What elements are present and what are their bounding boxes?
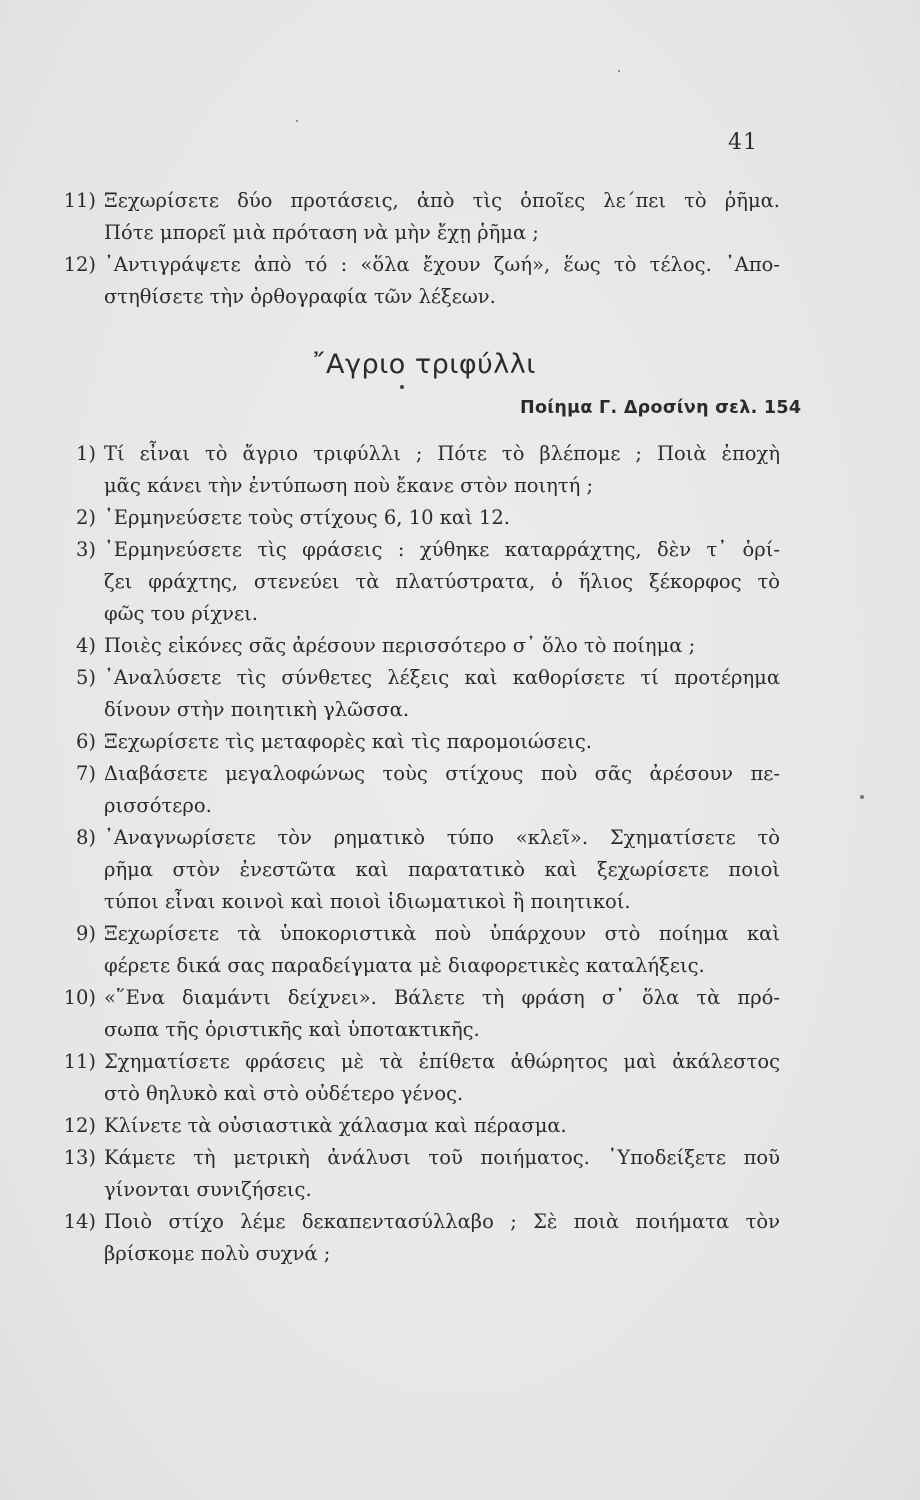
- exercise-number: 4): [75, 634, 96, 657]
- exercise-indent: [50, 566, 104, 598]
- exercise-line: [50, 1206, 780, 1238]
- exercise-line: [50, 854, 780, 886]
- exercise-line: [50, 438, 780, 470]
- exercise-line: [50, 1078, 780, 1110]
- exercise-text: φῶς του ρίχνει.: [104, 602, 258, 625]
- exercise-number: 12): [63, 253, 96, 276]
- exercise-indent: [50, 1238, 104, 1270]
- exercise-item: [50, 1206, 780, 1270]
- exercise-number: 11): [63, 1050, 96, 1073]
- exercise-line: [50, 918, 780, 950]
- exercise-line: [50, 1238, 780, 1270]
- exercise-number: 10): [63, 986, 96, 1009]
- exercise-line: [50, 281, 780, 313]
- exercise-text: στὸ θηλυκὸ καὶ στὸ οὐδέτερο γένος.: [104, 1082, 464, 1105]
- top-exercise-list: [50, 185, 780, 313]
- exercise-item: [50, 1142, 780, 1206]
- exercise-text: Τί εἶναι τὸ ἄγριο τριφύλλι ; Πότε τὸ βλέπομε ; Ποιὰ ἐποχὴ: [104, 442, 780, 465]
- exercise-text: στηθίσετε τὴν ὀρθογραφία τῶν λέξεων.: [104, 285, 496, 308]
- exercise-line: [50, 1174, 780, 1206]
- exercise-line: [50, 790, 780, 822]
- exercise-text: τύποι εἶναι κοινοὶ καὶ ποιοὶ ἰδιωματικοὶ ἢ ποιητικοί.: [104, 890, 631, 913]
- exercise-text: Κλίνετε τὰ οὐσιαστικὰ χάλασμα καὶ πέρασμα.: [104, 1114, 567, 1137]
- exercise-number: 3): [75, 538, 96, 561]
- exercise-text: ῾Ερμηνεύσετε τοὺς στίχους 6, 10 καὶ 12.: [104, 506, 510, 529]
- title-ornament-dot: [400, 385, 404, 389]
- exercise-line: [50, 598, 780, 630]
- exercise-item: [50, 502, 780, 534]
- exercise-line: [50, 982, 780, 1014]
- exercise-indent: [50, 886, 104, 918]
- exercise-text: ζει φράχτης, στενεύει τὰ πλατύστρατα, ὁ ἥλιος ξέκορφος τὸ: [104, 570, 780, 593]
- exercise-indent: [50, 1174, 104, 1206]
- exercise-line: [50, 726, 780, 758]
- exercise-text: «῞Ενα διαμάντι δείχνει». Βάλετε τὴ φράση σ᾿ ὅλα τὰ πρό-: [104, 986, 780, 1009]
- exercise-indent: [50, 281, 104, 313]
- exercise-indent: [50, 1078, 104, 1110]
- exercise-text: Σχηματίσετε φράσεις μὲ τὰ ἐπίθετα ἀθώρητος μαὶ ἀκάλεστος: [104, 1050, 780, 1073]
- exercise-item: [50, 249, 780, 313]
- exercise-number: 1): [75, 442, 96, 465]
- exercise-item: [50, 534, 780, 630]
- exercise-indent: [50, 217, 104, 249]
- exercise-number: 6): [75, 730, 96, 753]
- paper-speck: [296, 120, 298, 122]
- exercise-text: φέρετε δικά σας παραδείγματα μὲ διαφορετικὲς καταλήξεις.: [104, 954, 705, 977]
- exercise-list: [50, 438, 780, 1270]
- exercise-text: ρῆμα στὸν ἐνεστῶτα καὶ παρατατικὸ καὶ ξεχωρίσετε ποιοὶ: [104, 858, 780, 881]
- exercise-indent: [50, 598, 104, 630]
- exercise-line: [50, 217, 780, 249]
- exercise-text: ρισσότερο.: [104, 794, 212, 817]
- exercise-number: 13): [63, 1146, 96, 1169]
- exercise-text: ῾Ερμηνεύσετε τὶς φράσεις : χύθηκε καταρράχτης, δὲν τ᾿ ὁρί-: [104, 538, 780, 561]
- exercise-indent: [50, 694, 104, 726]
- exercise-text: ᾿Αναλύσετε τὶς σύνθετες λέξεις καὶ καθορίσετε τί προτέρημα: [104, 666, 780, 689]
- exercise-text: Ξεχωρίσετε τὶς μεταφορὲς καὶ τὶς παρομοιώσεις.: [104, 730, 592, 753]
- poem-title: ῎Αγριο τριφύλλι: [312, 349, 536, 380]
- exercise-number: 2): [75, 506, 96, 529]
- exercise-text: Ποιὲς εἰκόνες σᾶς ἀρέσουν περισσότερο σ᾿ ὅλο τὸ ποίημα ;: [104, 634, 696, 657]
- exercise-text: μᾶς κάνει τὴν ἐντύπωση ποὺ ἔκανε στὸν ποιητή ;: [104, 474, 594, 497]
- exercise-line: [50, 1014, 780, 1046]
- exercise-number: 9): [75, 922, 96, 945]
- page-number: 41: [728, 130, 758, 155]
- exercise-indent: [50, 790, 104, 822]
- exercise-line: [50, 470, 780, 502]
- exercise-number: 7): [75, 762, 96, 785]
- exercise-line: [50, 1110, 780, 1142]
- exercise-item: [50, 630, 780, 662]
- exercise-indent: [50, 854, 104, 886]
- exercise-line: [50, 822, 780, 854]
- exercise-number: 11): [63, 189, 96, 212]
- exercise-indent: [50, 1014, 104, 1046]
- exercise-line: [50, 249, 780, 281]
- exercise-text: ᾿Αντιγράψετε ἀπὸ τό : «ὅλα ἔχουν ζωή», ἕως τὸ τέλος. ᾿Απο-: [104, 253, 780, 276]
- exercise-item: [50, 982, 780, 1046]
- poem-source: Ποίημα Γ. Δροσίνη σελ. 154: [520, 398, 802, 418]
- exercise-indent: [50, 950, 104, 982]
- exercise-line: [50, 758, 780, 790]
- exercise-item: [50, 918, 780, 982]
- exercise-line: [50, 185, 780, 217]
- exercise-item: [50, 1110, 780, 1142]
- exercise-line: [50, 662, 780, 694]
- exercise-text: βρίσκομε πολὺ συχνά ;: [104, 1242, 331, 1265]
- paper-speck: [618, 70, 620, 72]
- exercise-line: [50, 950, 780, 982]
- exercise-number: 5): [75, 666, 96, 689]
- exercise-line: [50, 566, 780, 598]
- exercise-line: [50, 534, 780, 566]
- exercise-indent: [50, 470, 104, 502]
- exercise-text: σωπα τῆς ὁριστικῆς καὶ ὑποτακτικῆς.: [104, 1018, 480, 1041]
- exercise-text: Κάμετε τὴ μετρικὴ ἀνάλυσι τοῦ ποιήματος. ῾Υποδείξετε ποῦ: [104, 1146, 780, 1169]
- exercise-text: ᾿Αναγνωρίσετε τὸν ρηματικὸ τύπο «κλεῖ». Σχηματίσετε τὸ: [104, 826, 780, 849]
- exercise-text: γίνονται συνιζήσεις.: [104, 1178, 312, 1201]
- exercise-number: 8): [75, 826, 96, 849]
- exercise-text: Πότε μπορεῖ μιὰ πρόταση νὰ μὴν ἔχῃ ῥῆμα ;: [104, 221, 539, 244]
- exercise-item: [50, 822, 780, 918]
- exercise-line: [50, 1142, 780, 1174]
- exercise-item: [50, 185, 780, 249]
- exercise-item: [50, 726, 780, 758]
- exercise-number: 14): [63, 1210, 96, 1233]
- exercise-line: [50, 502, 780, 534]
- exercise-line: [50, 630, 780, 662]
- exercise-item: [50, 758, 780, 822]
- paper-speck: [860, 795, 864, 799]
- exercise-line: [50, 886, 780, 918]
- exercise-line: [50, 694, 780, 726]
- exercise-text: Ποιὸ στίχο λέμε δεκαπεντασύλλαβο ; Σὲ ποιὰ ποιήματα τὸν: [104, 1210, 780, 1233]
- exercise-item: [50, 662, 780, 726]
- exercise-item: [50, 438, 780, 502]
- exercise-text: δίνουν στὴν ποιητικὴ γλῶσσα.: [104, 698, 410, 721]
- exercise-line: [50, 1046, 780, 1078]
- exercise-text: Ξεχωρίσετε τὰ ὑποκοριστικὰ ποὺ ὑπάρχουν στὸ ποίημα καὶ: [104, 922, 780, 945]
- exercise-item: [50, 1046, 780, 1110]
- exercise-number: 12): [63, 1114, 96, 1137]
- exercise-text: Διαβάσετε μεγαλοφώνως τοὺς στίχους ποὺ σᾶς ἀρέσουν πε-: [104, 762, 780, 785]
- exercise-text: Ξεχωρίσετε δύο προτάσεις, ἀπὸ τὶς ὁποῖες λε΄πει τὸ ῥῆμα.: [104, 189, 780, 212]
